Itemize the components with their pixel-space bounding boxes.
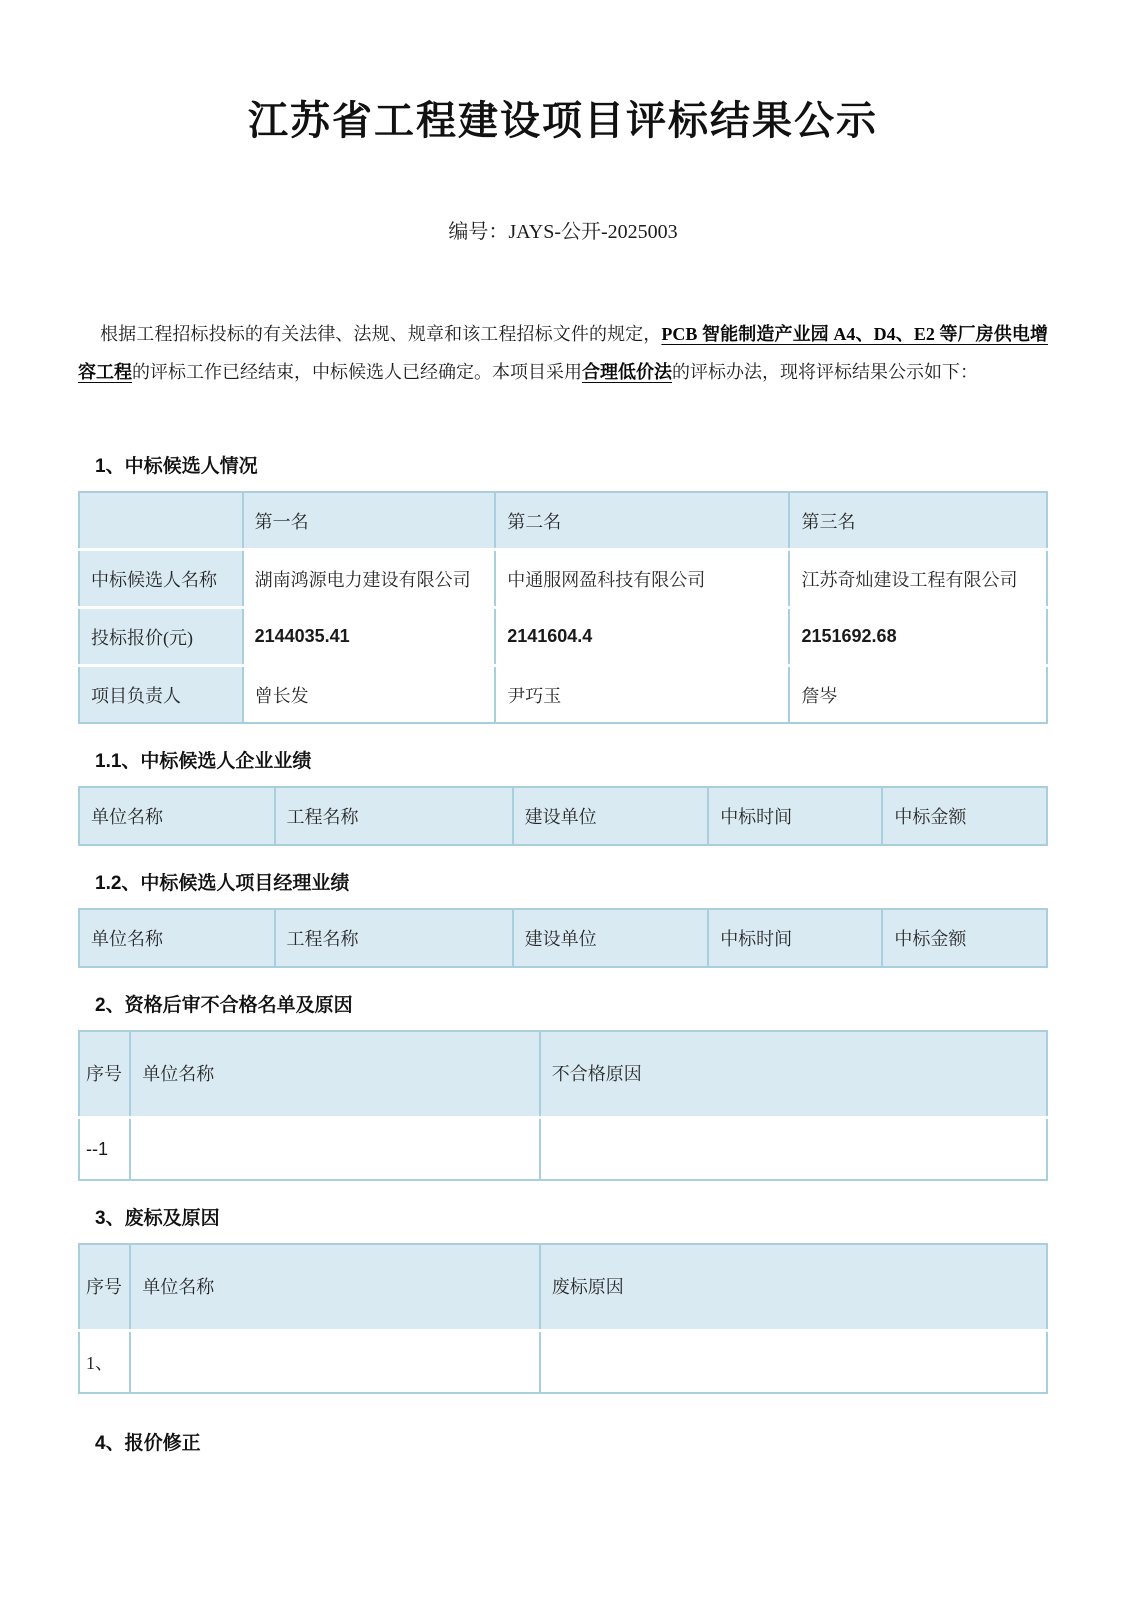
section-2-heading: 2、资格后审不合格名单及原因 — [95, 995, 353, 1016]
table-cell: 2151692.68 — [789, 608, 1047, 666]
table-cell: 1、 — [79, 1331, 130, 1394]
rank-2-header: 第二名 — [495, 492, 789, 550]
table-cell — [130, 1118, 539, 1181]
row-label: 项目负责人 — [79, 666, 243, 724]
table-header-row — [79, 1031, 1047, 1118]
page-title: 江苏省工程建设项目评标结果公示 — [248, 98, 878, 143]
table-cell: 工程名称 — [275, 787, 513, 845]
doc-number: 编号：JAYS-公开-2025003 — [448, 221, 678, 243]
rejected-bids-table — [78, 1243, 1048, 1394]
section-1-2-heading: 1.2、中标候选人项目经理业绩 — [95, 873, 350, 894]
table-cell: 工程名称 — [275, 909, 513, 967]
section-1-heading: 1、中标候选人情况 — [95, 456, 258, 477]
table-cell: 建设单位 — [513, 909, 709, 967]
bid-price-row — [79, 608, 1047, 666]
project-name: PCB 智能制造产业园 A4、D4、E2 等厂房供电增容工程 — [78, 324, 1048, 382]
table-cell: 2141604.4 — [495, 608, 789, 666]
table-cell: 詹岑 — [789, 666, 1047, 724]
table-cell: 中标时间 — [708, 909, 882, 967]
table-header-row — [79, 492, 1047, 550]
project-manager-row — [79, 666, 1047, 724]
section-1-1-heading: 1.1、中标候选人企业业绩 — [95, 751, 312, 772]
table-cell: 2144035.41 — [243, 608, 496, 666]
disqualified-table — [78, 1030, 1048, 1181]
section-3-heading: 3、废标及原因 — [95, 1208, 220, 1229]
candidates-table — [78, 491, 1048, 724]
table-cell — [79, 492, 243, 550]
rank-3-header: 第三名 — [789, 492, 1047, 550]
table-cell: 序号 — [79, 1031, 130, 1118]
table-cell: 不合格原因 — [540, 1031, 1047, 1118]
row-label: 中标候选人名称 — [79, 550, 243, 608]
candidate-name-row — [79, 550, 1047, 608]
table-cell — [540, 1331, 1047, 1394]
table-cell: 中通服网盈科技有限公司 — [495, 550, 789, 608]
intro-middle: 的评标工作已经结束，中标候选人已经确定。本项目采用 — [132, 362, 582, 382]
table-header-row — [79, 1244, 1047, 1331]
table-cell: 单位名称 — [79, 909, 275, 967]
evaluation-method: 合理低价法 — [582, 362, 672, 382]
table-cell — [130, 1331, 539, 1394]
table-cell: 江苏奇灿建设工程有限公司 — [789, 550, 1047, 608]
enterprise-performance-table — [78, 786, 1048, 846]
manager-performance-table — [78, 908, 1048, 968]
table-cell: 中标时间 — [708, 787, 882, 845]
table-cell: 建设单位 — [513, 787, 709, 845]
table-row — [79, 1331, 1047, 1394]
table-cell: 尹巧玉 — [495, 666, 789, 724]
intro-paragraph — [78, 315, 1048, 391]
table-cell: 中标金额 — [882, 909, 1047, 967]
table-cell: 湖南鸿源电力建设有限公司 — [243, 550, 496, 608]
rank-1-header: 第一名 — [243, 492, 496, 550]
table-header-row — [79, 787, 1047, 845]
table-cell: --1 — [79, 1118, 130, 1181]
row-label: 投标报价(元) — [79, 608, 243, 666]
section-4-heading: 4、报价修正 — [95, 1433, 201, 1454]
table-cell — [540, 1118, 1047, 1181]
table-cell: 废标原因 — [540, 1244, 1047, 1331]
table-cell: 单位名称 — [130, 1244, 539, 1331]
intro-lead: 根据工程招标投标的有关法律、法规、规章和该工程招标文件的规定， — [100, 324, 662, 344]
table-cell: 曾长发 — [243, 666, 496, 724]
table-cell: 序号 — [79, 1244, 130, 1331]
table-row — [79, 1118, 1047, 1181]
table-header-row — [79, 909, 1047, 967]
intro-tail: 的评标办法，现将评标结果公示如下： — [672, 362, 978, 382]
table-cell: 单位名称 — [79, 787, 275, 845]
table-cell: 单位名称 — [130, 1031, 539, 1118]
table-cell: 中标金额 — [882, 787, 1047, 845]
